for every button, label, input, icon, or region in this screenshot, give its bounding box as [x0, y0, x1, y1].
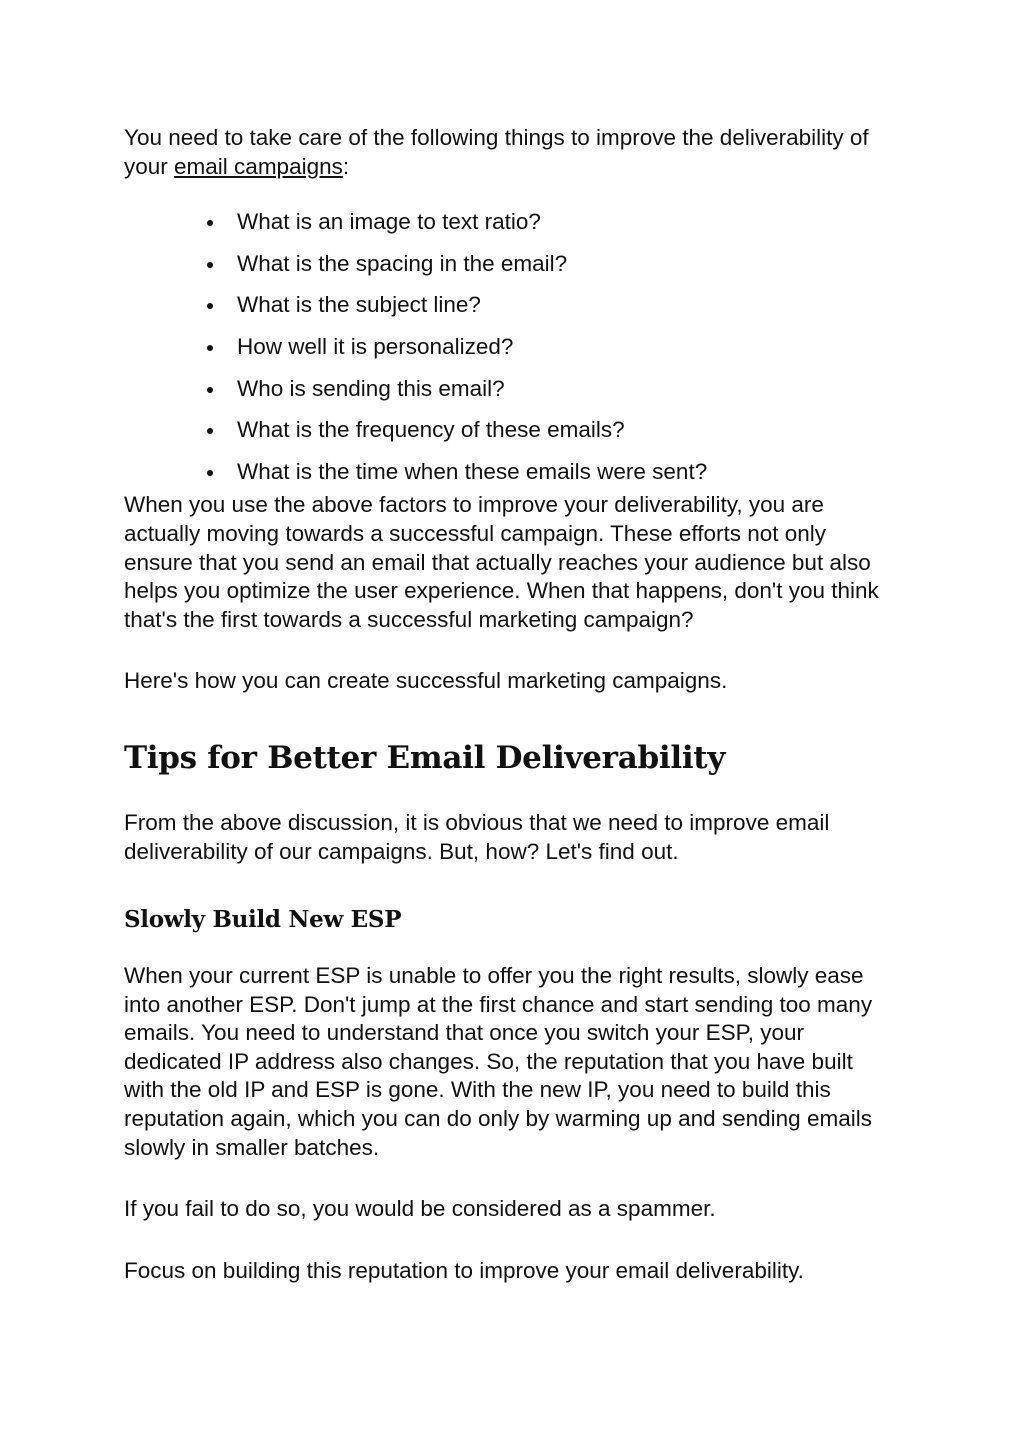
list-item [124, 375, 899, 417]
list-item-text: Who is sending this email? [237, 375, 505, 401]
bullet-icon [207, 303, 213, 309]
tips-heading: Tips for Better Email Deliverability [124, 739, 726, 776]
bullet-icon [207, 387, 213, 393]
bullet-icon [207, 345, 213, 351]
list-item-text: What is an image to text ratio? [237, 209, 541, 235]
intro-paragraph [124, 124, 899, 181]
list-item-text: What is the frequency of these emails? [237, 417, 625, 443]
intro-colon: : [342, 153, 350, 179]
list-item-text: What is the time when these emails were sent? [237, 458, 708, 484]
bullet-icon [207, 262, 213, 268]
email-campaigns-link[interactable]: email campaigns [174, 153, 343, 179]
focus-paragraph: Focus on building this reputation to improve your email deliverability. [124, 1257, 804, 1283]
document-page [124, 124, 899, 1285]
slowly-build-heading: Slowly Build New ESP [124, 906, 402, 934]
list-item [124, 458, 899, 500]
bullet-icon [207, 428, 213, 434]
bullet-icon [207, 470, 213, 476]
list-item-text: How well it is personalized? [237, 333, 514, 359]
list-item [124, 208, 899, 250]
list-item [124, 250, 899, 292]
intro-text: You need to take care of the following things to improve the deliverability of your [124, 125, 869, 179]
list-item [124, 291, 899, 333]
esp-paragraph: When your current ESP is unable to offer you the right results, slowly ease into another ESP. Don't jump at the first chance and start sending too many emails. You need to understand that once you switch your ESP, your dedicated IP address also changes. So, the reputation that you have built with the old IP and ESP is gone. With the new IP, you need to build this reputation again, which you can do only by warming up and sending emails slowly in smaller batches. [124, 963, 873, 1160]
list-item-text: What is the spacing in the email? [237, 250, 568, 276]
list-item [124, 333, 899, 375]
factors-summary-paragraph: When you use the above factors to improve your deliverability, you are actually moving towards a successful campaign. These efforts not only ensure that you send an email that actually reaches your audience but also helps you optimize the user experience. When that happens, don't you think that's the first towards a successful marketing campaign? [124, 492, 879, 632]
list-item-text: What is the subject line? [237, 292, 481, 318]
spammer-paragraph: If you fail to do so, you would be considered as a spammer. [124, 1196, 716, 1222]
tips-intro-paragraph: From the above discussion, it is obvious that we need to improve email deliverability of our campaigns. But, how? Let's find out. [124, 809, 830, 864]
deliverability-factors-list [124, 208, 899, 499]
bullet-icon [207, 220, 213, 226]
how-to-paragraph: Here's how you can create successful marketing campaigns. [124, 668, 728, 694]
list-item [124, 416, 899, 458]
